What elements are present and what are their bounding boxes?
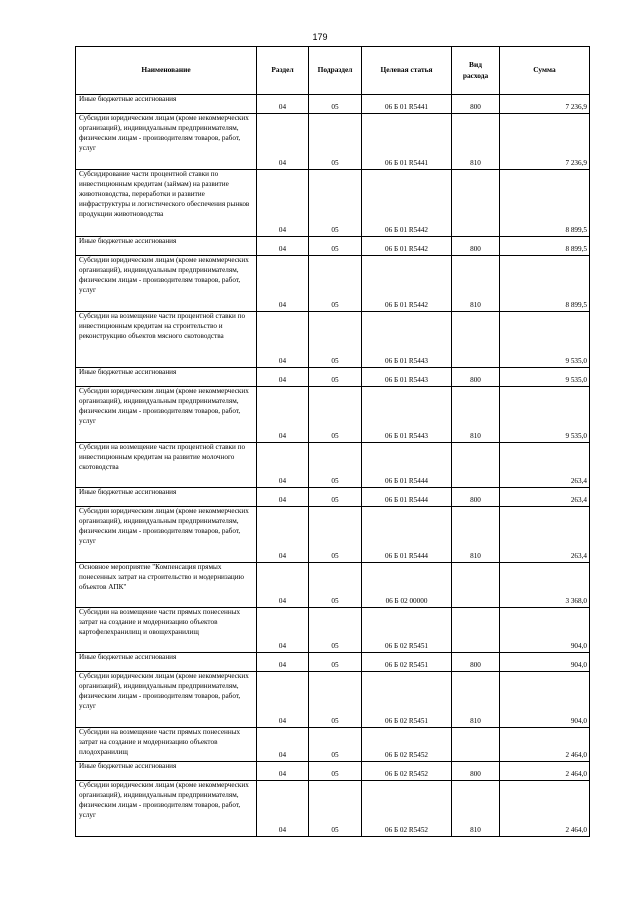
row-target-cell: 06 Б 01 R5442 [362, 256, 452, 312]
table-row [76, 312, 590, 368]
row-type-cell: 810 [452, 256, 500, 312]
row-name-cell: Субсидии на возмещение части прямых понесенных затрат на создание и модернизацию объектов картофелехранилищ и овощехранилищ [76, 608, 257, 653]
row-subsection-cell: 05 [309, 653, 362, 672]
row-target-cell: 06 Б 01 R5444 [362, 443, 452, 488]
table-row [76, 443, 590, 488]
table-row [76, 256, 590, 312]
row-subsection-cell: 05 [309, 608, 362, 653]
row-target-cell: 06 Б 02 00000 [362, 563, 452, 608]
row-sum-cell: 8 899,5 [500, 256, 590, 312]
row-section-cell: 04 [257, 114, 309, 170]
row-name-cell: Субсидии юридическим лицам (кроме некоммерческих организаций), индивидуальным предпринимателям, физическим лицам - производителям товаров, работ, услуг [76, 114, 257, 170]
row-type-cell: 810 [452, 781, 500, 837]
column-header-name: Наименование [76, 47, 257, 95]
table-row [76, 488, 590, 507]
row-sum-cell: 9 535,0 [500, 368, 590, 387]
row-sum-cell: 904,0 [500, 672, 590, 728]
row-name-cell: Иные бюджетные ассигнования [76, 762, 257, 781]
row-target-cell: 06 Б 01 R5443 [362, 368, 452, 387]
row-target-cell: 06 Б 01 R5442 [362, 170, 452, 237]
column-header-type-line1: Вид [469, 60, 482, 70]
table-row [76, 762, 590, 781]
row-sum-cell: 2 464,0 [500, 728, 590, 762]
row-sum-cell: 9 535,0 [500, 387, 590, 443]
row-name-cell: Основное мероприятие "Компенсация прямых понесенных затрат на строительство и модернизацию объектов АПК" [76, 563, 257, 608]
row-subsection-cell: 05 [309, 563, 362, 608]
row-name-cell: Субсидии на возмещение части прямых понесенных затрат на создание и модернизацию объектов плодохранилищ [76, 728, 257, 762]
row-subsection-cell: 05 [309, 672, 362, 728]
row-target-cell: 06 Б 02 R5451 [362, 608, 452, 653]
row-sum-cell: 263,4 [500, 507, 590, 563]
row-sum-cell: 8 899,5 [500, 237, 590, 256]
row-sum-cell: 7 236,9 [500, 95, 590, 114]
column-header-subsection: Подраздел [309, 47, 362, 95]
budget-table [75, 46, 590, 837]
row-subsection-cell: 05 [309, 114, 362, 170]
row-section-cell: 04 [257, 256, 309, 312]
row-subsection-cell: 05 [309, 170, 362, 237]
row-section-cell: 04 [257, 368, 309, 387]
table-row [76, 672, 590, 728]
row-section-cell: 04 [257, 762, 309, 781]
table-row [76, 368, 590, 387]
row-type-cell: 800 [452, 95, 500, 114]
row-target-cell: 06 Б 01 R5441 [362, 114, 452, 170]
row-target-cell: 06 Б 01 R5443 [362, 387, 452, 443]
row-type-cell [452, 312, 500, 368]
column-header-section: Раздел [257, 47, 309, 95]
row-sum-cell: 8 899,5 [500, 170, 590, 237]
row-type-cell: 810 [452, 672, 500, 728]
row-section-cell: 04 [257, 443, 309, 488]
row-section-cell: 04 [257, 781, 309, 837]
row-subsection-cell: 05 [309, 256, 362, 312]
row-target-cell: 06 Б 01 R5443 [362, 312, 452, 368]
row-name-cell: Иные бюджетные ассигнования [76, 653, 257, 672]
row-sum-cell: 904,0 [500, 653, 590, 672]
row-section-cell: 04 [257, 507, 309, 563]
row-target-cell: 06 Б 01 R5444 [362, 507, 452, 563]
row-name-cell: Иные бюджетные ассигнования [76, 488, 257, 507]
row-sum-cell: 904,0 [500, 608, 590, 653]
row-name-cell: Субсидии на возмещение части процентной ставки по инвестиционным кредитам на строительство и реконструкцию объектов мясного скотоводства [76, 312, 257, 368]
row-name-cell: Субсидии юридическим лицам (кроме некоммерческих организаций), индивидуальным предпринимателям, физическим лицам - производителям товаров, работ, услуг [76, 672, 257, 728]
row-subsection-cell: 05 [309, 781, 362, 837]
row-section-cell: 04 [257, 488, 309, 507]
table-row [76, 608, 590, 653]
row-subsection-cell: 05 [309, 507, 362, 563]
row-sum-cell: 3 368,0 [500, 563, 590, 608]
row-section-cell: 04 [257, 170, 309, 237]
row-name-cell: Субсидирование части процентной ставки по инвестиционным кредитам (займам) на развитие животноводства, переработки и развитие инфраструктуры и логистического обеспечения рынков продукции животноводства [76, 170, 257, 237]
row-target-cell: 06 Б 01 R5442 [362, 237, 452, 256]
row-type-cell [452, 443, 500, 488]
row-type-cell [452, 728, 500, 762]
row-subsection-cell: 05 [309, 312, 362, 368]
row-type-cell: 800 [452, 237, 500, 256]
row-subsection-cell: 05 [309, 237, 362, 256]
row-section-cell: 04 [257, 237, 309, 256]
row-name-cell: Субсидии юридическим лицам (кроме некоммерческих организаций), индивидуальным предпринимателям, физическим лицам - производителям товаров, работ, услуг [76, 781, 257, 837]
row-name-cell: Субсидии юридическим лицам (кроме некоммерческих организаций), индивидуальным предпринимателям, физическим лицам - производителям товаров, работ, услуг [76, 387, 257, 443]
row-name-cell: Субсидии юридическим лицам (кроме некоммерческих организаций), индивидуальным предпринимателям, физическим лицам - производителям товаров, работ, услуг [76, 256, 257, 312]
row-sum-cell: 2 464,0 [500, 762, 590, 781]
row-type-cell: 800 [452, 368, 500, 387]
row-subsection-cell: 05 [309, 728, 362, 762]
row-target-cell: 06 Б 02 R5452 [362, 728, 452, 762]
table-row [76, 781, 590, 837]
row-name-cell: Иные бюджетные ассигнования [76, 368, 257, 387]
row-type-cell [452, 563, 500, 608]
row-type-cell: 800 [452, 762, 500, 781]
table-row [76, 170, 590, 237]
row-sum-cell: 263,4 [500, 443, 590, 488]
row-name-cell: Иные бюджетные ассигнования [76, 95, 257, 114]
row-type-cell: 810 [452, 387, 500, 443]
column-header-sum: Сумма [500, 47, 590, 95]
column-header-type [452, 47, 500, 95]
row-subsection-cell: 05 [309, 762, 362, 781]
table-row [76, 653, 590, 672]
row-target-cell: 06 Б 02 R5452 [362, 781, 452, 837]
row-name-cell: Субсидии юридическим лицам (кроме некоммерческих организаций), индивидуальным предпринимателям, физическим лицам - производителям товаров, работ, услуг [76, 507, 257, 563]
row-subsection-cell: 05 [309, 368, 362, 387]
table-row [76, 728, 590, 762]
row-section-cell: 04 [257, 728, 309, 762]
row-type-cell [452, 608, 500, 653]
row-subsection-cell: 05 [309, 95, 362, 114]
row-section-cell: 04 [257, 653, 309, 672]
column-header-target: Целевая статья [362, 47, 452, 95]
row-name-cell: Субсидии на возмещение части процентной ставки по инвестиционным кредитам на развитие молочного скотоводства [76, 443, 257, 488]
column-header-type-line2: расхода [462, 70, 489, 80]
row-type-cell: 800 [452, 653, 500, 672]
row-type-cell: 810 [452, 114, 500, 170]
row-target-cell: 06 Б 02 R5451 [362, 653, 452, 672]
table-row [76, 95, 590, 114]
row-target-cell: 06 Б 01 R5441 [362, 95, 452, 114]
row-target-cell: 06 Б 02 R5451 [362, 672, 452, 728]
row-subsection-cell: 05 [309, 387, 362, 443]
row-type-cell: 800 [452, 488, 500, 507]
table-row [76, 237, 590, 256]
row-section-cell: 04 [257, 563, 309, 608]
row-subsection-cell: 05 [309, 443, 362, 488]
table-row [76, 563, 590, 608]
row-sum-cell: 263,4 [500, 488, 590, 507]
table-header-row [76, 47, 590, 95]
page-number: 179 [312, 32, 328, 42]
row-section-cell: 04 [257, 608, 309, 653]
row-sum-cell: 9 535,0 [500, 312, 590, 368]
row-type-cell [452, 170, 500, 237]
table-body [76, 95, 590, 837]
row-sum-cell: 7 236,9 [500, 114, 590, 170]
row-target-cell: 06 Б 02 R5452 [362, 762, 452, 781]
row-name-cell: Иные бюджетные ассигнования [76, 237, 257, 256]
row-sum-cell: 2 464,0 [500, 781, 590, 837]
row-section-cell: 04 [257, 387, 309, 443]
row-target-cell: 06 Б 01 R5444 [362, 488, 452, 507]
row-type-cell: 810 [452, 507, 500, 563]
row-section-cell: 04 [257, 312, 309, 368]
row-subsection-cell: 05 [309, 488, 362, 507]
table-row [76, 507, 590, 563]
row-section-cell: 04 [257, 95, 309, 114]
row-section-cell: 04 [257, 672, 309, 728]
table-row [76, 387, 590, 443]
table-row [76, 114, 590, 170]
